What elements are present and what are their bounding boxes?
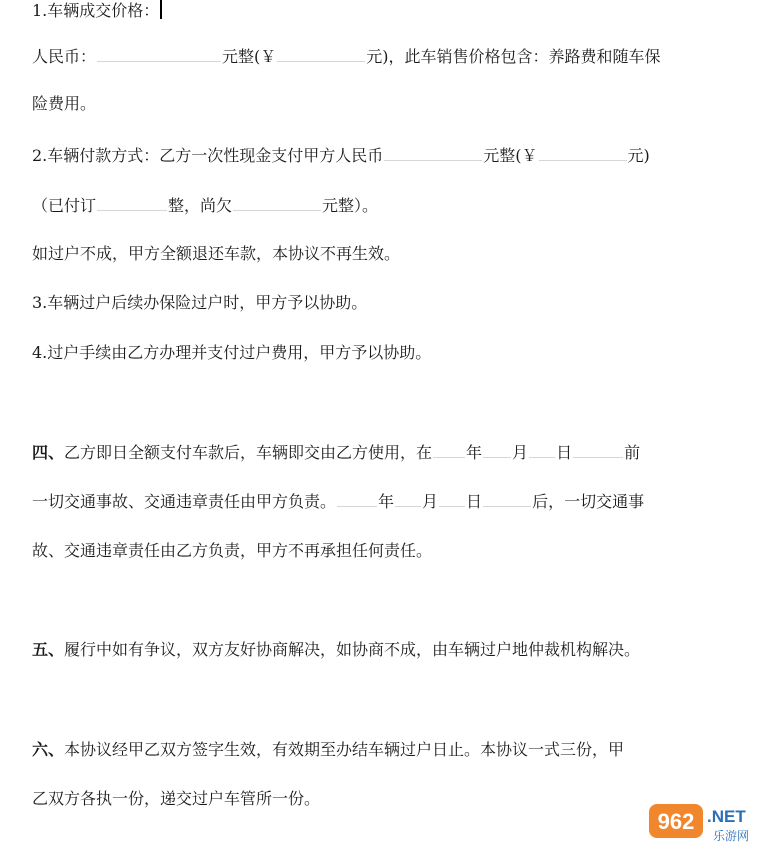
month-label-2: 月 xyxy=(422,492,439,511)
section6-number: 六、 xyxy=(32,740,65,759)
owed-blank[interactable] xyxy=(233,195,321,211)
year-label-1: 年 xyxy=(466,443,483,462)
section4-line3 xyxy=(32,541,432,561)
clause2-line xyxy=(32,145,650,165)
clause1-cont-line xyxy=(32,94,96,114)
time-blank-2[interactable] xyxy=(483,491,531,507)
payment-method-text: 2.车辆付款方式：乙方一次性现金支付甲方人民币 xyxy=(32,146,384,165)
watermark-number: 962 xyxy=(657,809,695,834)
section6-line2 xyxy=(32,789,320,809)
day-blank-1[interactable] xyxy=(529,442,555,458)
month-blank-1[interactable] xyxy=(483,442,511,458)
deposit-line xyxy=(32,195,378,215)
day-label-2: 日 xyxy=(466,492,483,511)
deposit-blank[interactable] xyxy=(97,195,167,211)
section6-cont: 乙双方各执一份，递交过户车管所一份。 xyxy=(32,789,321,808)
watermark-sub: 乐游网 xyxy=(713,829,750,843)
price-number-blank[interactable] xyxy=(277,46,365,62)
section4-text2: 一切交通事故、交通违章责任由甲方负责。 xyxy=(32,492,337,511)
day-blank-2[interactable] xyxy=(439,491,465,507)
yuan-zheng-label-2: 元整(￥ xyxy=(483,146,538,165)
section5-number: 五、 xyxy=(32,640,65,659)
owed-label: 整，尚欠 xyxy=(168,196,233,215)
after-label: 后，一切交通事 xyxy=(532,492,645,511)
yuan-zheng-label: 元整(￥ xyxy=(222,47,277,66)
deposit-paid-label: （已付订 xyxy=(32,196,97,215)
section5-text: 履行中如有争议，双方友好协商解决，如协商不成，由车辆过户地仲裁机构解决。 xyxy=(64,640,641,659)
rmb-label: 人民币： xyxy=(32,47,97,66)
clause1-title: 1.车辆成交价格： xyxy=(32,1,160,20)
watermark-net: .NET xyxy=(707,807,746,826)
price-blank[interactable] xyxy=(97,46,221,62)
month-blank-2[interactable] xyxy=(395,491,421,507)
clause1-title-line xyxy=(32,0,162,20)
text-cursor xyxy=(160,0,162,19)
refund-line xyxy=(32,244,400,264)
year-label-2: 年 xyxy=(378,492,395,511)
day-label-1: 日 xyxy=(556,443,573,462)
section4-text3: 故、交通违章责任由乙方负责，甲方不再承担任何责任。 xyxy=(32,541,433,560)
payment-blank[interactable] xyxy=(384,145,482,161)
section4-line2 xyxy=(32,491,644,511)
yuan-end-label: 元整）。 xyxy=(322,196,379,215)
insurance-text: 险费用。 xyxy=(32,94,97,113)
site-watermark-logo xyxy=(647,800,775,844)
clause4-line xyxy=(32,343,431,363)
price-includes-text: 元)，此车销售价格包含：养路费和随车保 xyxy=(366,47,661,66)
clause1-price-line xyxy=(32,46,661,66)
section5-line xyxy=(32,640,640,660)
section4-line1 xyxy=(32,442,640,462)
clause3-text: 3.车辆过户后续办保险过户时，甲方予以协助。 xyxy=(32,293,368,312)
month-label-1: 月 xyxy=(512,443,529,462)
time-blank-1[interactable] xyxy=(573,442,623,458)
clause3-line xyxy=(32,293,367,313)
section6-text: 本协议经甲乙双方签字生效，有效期至办结车辆过户日止。本协议一式三份，甲 xyxy=(64,740,625,759)
yuan-close-label: 元) xyxy=(627,146,650,165)
payment-number-blank[interactable] xyxy=(539,145,627,161)
section4-number: 四、 xyxy=(32,443,65,462)
refund-text: 如过户不成，甲方全额退还车款，本协议不再生效。 xyxy=(32,244,401,263)
year-blank-2[interactable] xyxy=(337,491,377,507)
section4-text1: 乙方即日全额支付车款后，车辆即交由乙方使用，在 xyxy=(64,443,433,462)
section6-line1 xyxy=(32,740,624,760)
clause4-text: 4.过户手续由乙方办理并支付过户费用，甲方予以协助。 xyxy=(32,343,432,362)
year-blank-1[interactable] xyxy=(433,442,465,458)
before-label: 前 xyxy=(624,443,641,462)
